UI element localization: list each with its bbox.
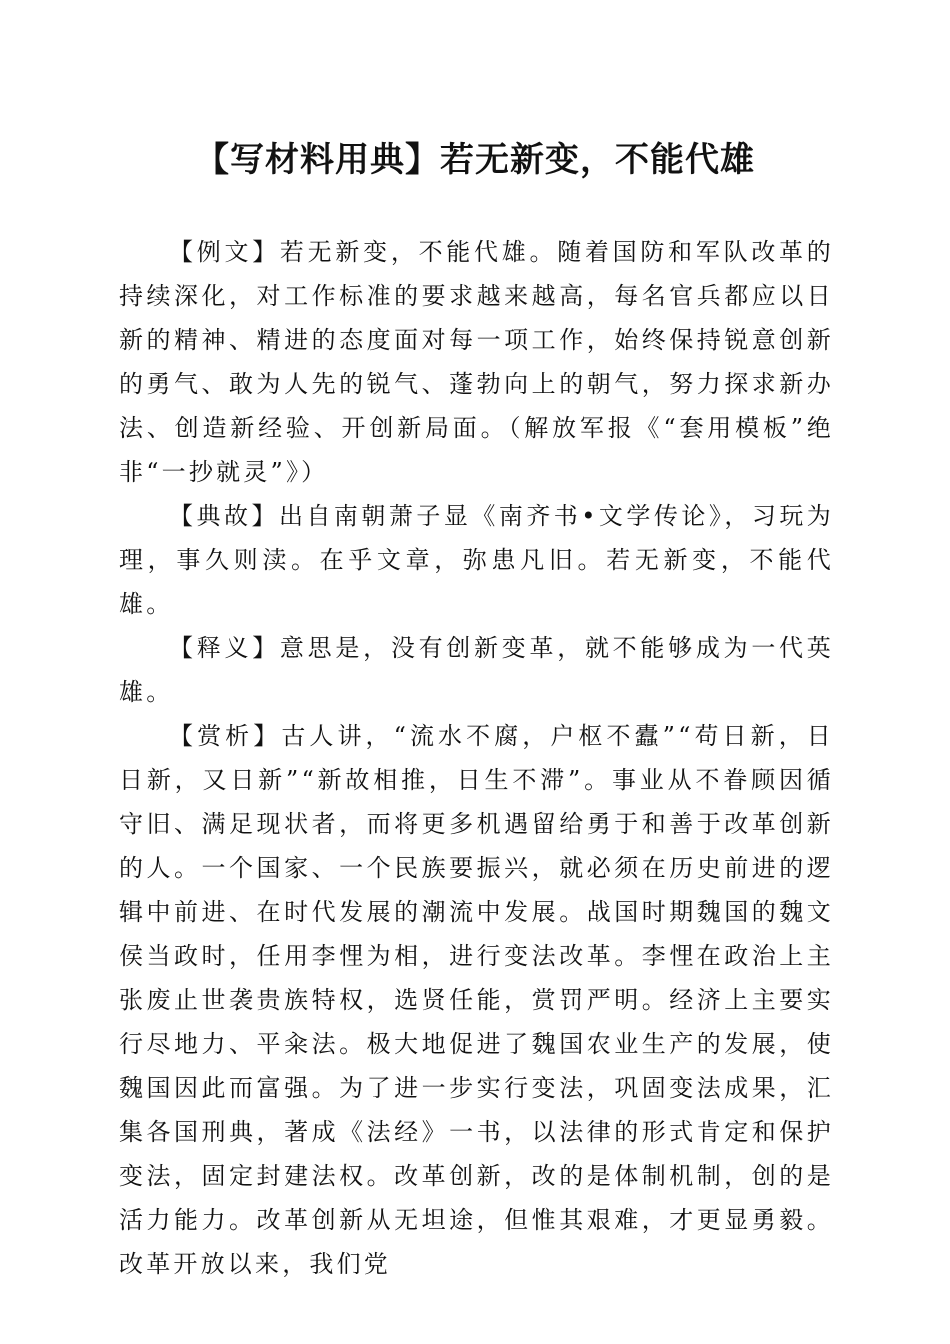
- paragraph-text: 若无新变，不能代雄。随着国防和军队改革的持续深化，对工作标准的要求越来越高，每名官兵都应以日新的精神、精进的态度面对每一项工作，始终保持锐意创新的勇气、敢为人先的锐气、蓬勃向上的朝气，努力探求新办法、创造新经验、开创新局面。（解放军报《“套用模板”绝非“一抄就灵”》）: [119, 238, 834, 486]
- paragraph-tag: 【释义】: [169, 634, 280, 662]
- document-title: 【写材料用典】若无新变，不能代雄: [195, 140, 755, 180]
- paragraph-meaning: [119, 626, 834, 714]
- paragraph-example: [119, 230, 834, 494]
- document-body: [119, 230, 834, 1286]
- paragraph-allusion: [119, 494, 834, 626]
- paragraph-tag: 【典故】: [169, 502, 279, 530]
- paragraph-appreciation: [119, 714, 834, 1286]
- paragraph-tag: 【赏析】: [169, 722, 282, 750]
- paragraph-text: 意思是，没有创新变革，就不能够成为一代英雄。: [119, 634, 834, 706]
- paragraph-tag: 【例文】: [169, 238, 280, 266]
- paragraph-text: 古人讲，“流水不腐，户枢不蠹”“苟日新，日日新，又日新”“新故相推，日生不滞”。事业从不眷顾因循守旧、满足现状者，而将更多机遇留给勇于和善于改革创新的人。一个国家、一个民族要振兴，就必须在历史前进的逻辑中前进、在时代发展的潮流中发展。战国时期魏国的魏文侯当政时，任用李悝为相，进行变法改革。李悝在政治上主张废止世袭贵族特权，选贤任能，赏罚严明。经济上主要实行尽地力、平籴法。极大地促进了魏国农业生产的发展，使魏国因此而富强。为了进一步实行变法，巩固变法成果，汇集各国刑典，著成《法经》一书，以法律的形式肯定和保护变法，固定封建法权。改革创新，改的是体制机制，创的是活力能力。改革创新从无坦途，但惟其艰难，才更显勇毅。改革开放以来，我们党: [119, 722, 834, 1278]
- paragraph-text: 出自南朝萧子显《南齐书•文学传论》，习玩为理，事久则渎。在乎文章，弥患凡旧。若无新变，不能代雄。: [119, 502, 834, 618]
